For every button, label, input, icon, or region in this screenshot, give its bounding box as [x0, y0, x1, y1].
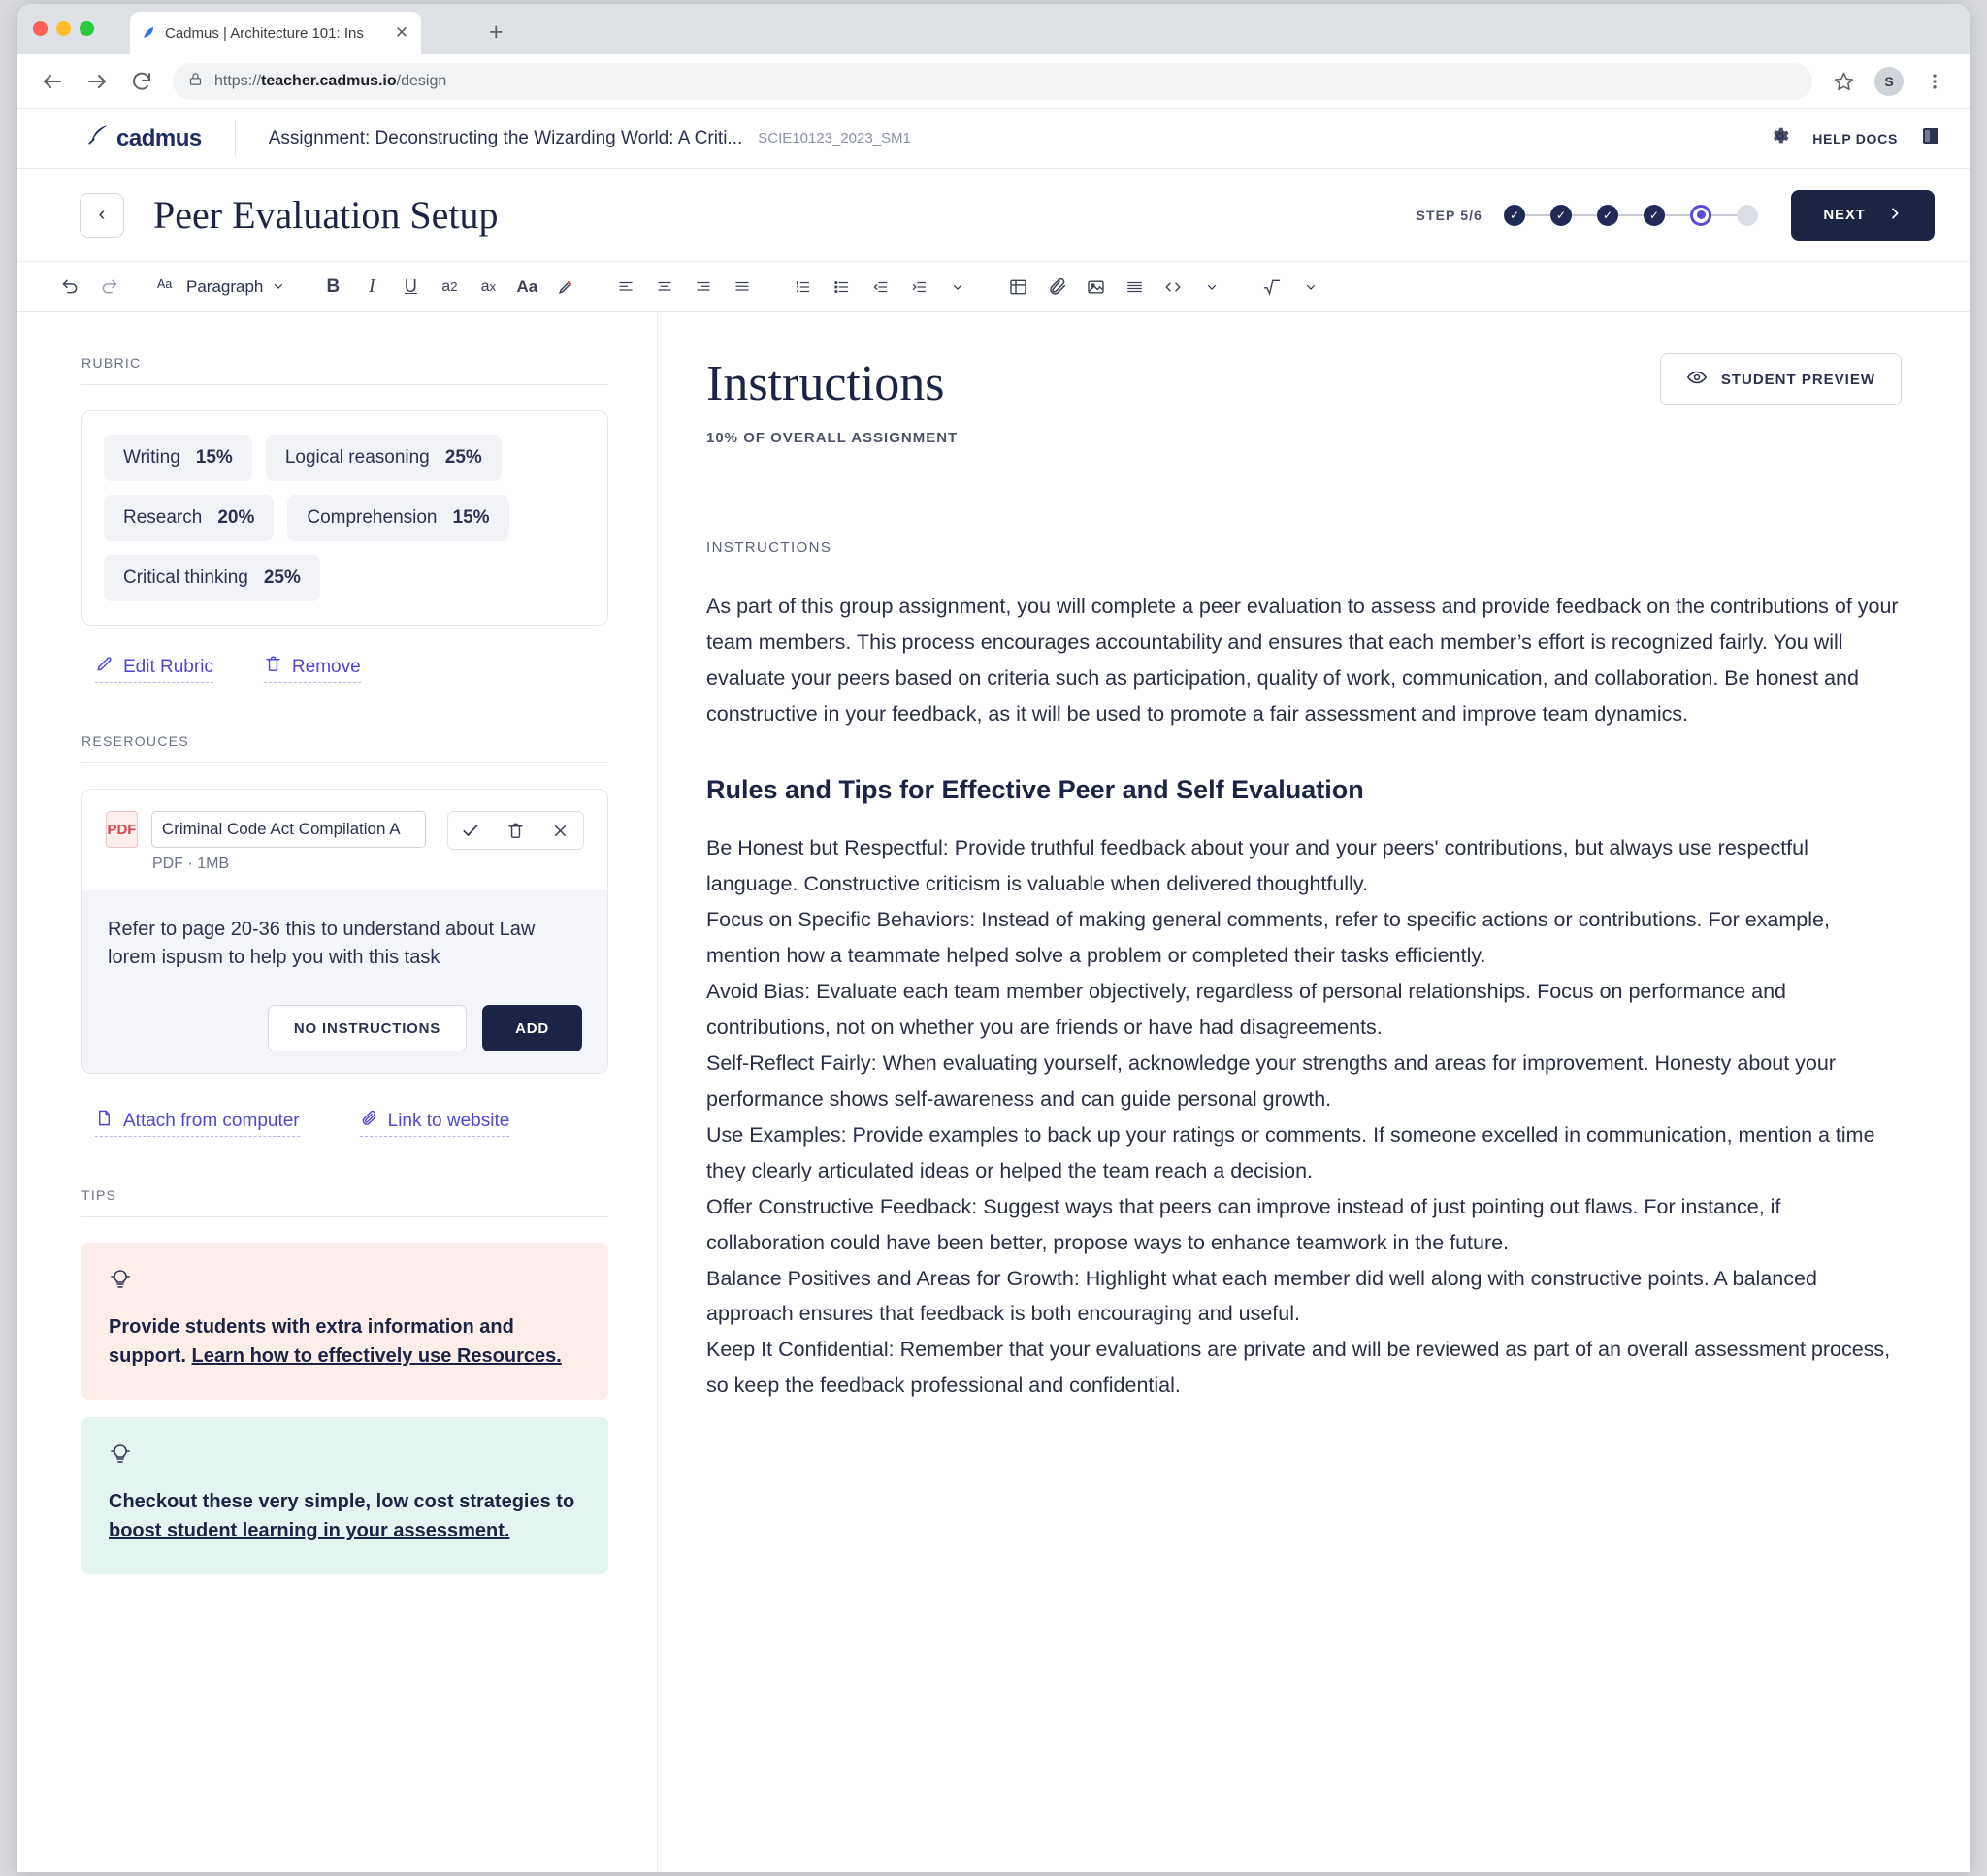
confirm-resource-icon[interactable] [448, 812, 493, 849]
step-dot-2[interactable]: ✓ [1550, 205, 1572, 226]
bold-icon[interactable]: B [326, 275, 341, 297]
close-tab-icon[interactable]: ✕ [394, 23, 409, 42]
no-instructions-button[interactable]: NO INSTRUCTIONS [268, 1005, 467, 1051]
subscript-icon[interactable]: a x [480, 277, 497, 295]
link-to-website-button[interactable] [360, 1109, 510, 1137]
rule-item[interactable]: Avoid Bias: Evaluate each team member objectively, regardless of personal relationships. Focus on performance and contributions, not on whether you are friends or have had disagreements. [706, 979, 1787, 1039]
reload-icon[interactable] [128, 68, 155, 95]
settings-gear-icon[interactable] [1770, 125, 1791, 151]
tip-text: Provide students with extra information and support. Learn how to effectively use Resources. [109, 1316, 562, 1367]
trash-icon [264, 655, 282, 679]
rule-item[interactable]: Self-Reflect Fairly: When evaluating yourself, acknowledge your strengths and areas for improvement. Honesty about your performance shows self-awareness and can guide personal growth. [706, 1051, 1836, 1111]
bookmark-star-icon[interactable] [1830, 68, 1857, 95]
back-button[interactable]: ‹ [80, 193, 124, 238]
browser-menu-icon[interactable] [1921, 68, 1948, 95]
resource-add-actions [95, 1109, 608, 1137]
app-header-actions [1770, 124, 1942, 152]
rubric-chip-name: Comprehension [307, 507, 438, 528]
rule-item[interactable]: Offer Constructive Feedback: Suggest ways that peers can improve instead of just pointing out flaws. For instance, if collaboration could have been better, propose ways to enhance teamwork in the future. [706, 1194, 1781, 1254]
tip-card-strategies [81, 1417, 608, 1574]
code-options-chevron-icon[interactable] [1192, 268, 1231, 307]
pdf-file-icon: PDF [106, 811, 138, 848]
tip-text: Checkout these very simple, low cost strategies to boost student learning in your assessment. [109, 1491, 575, 1541]
rubric-chip-weight: 15% [195, 447, 233, 468]
paragraph-style-select[interactable] [149, 268, 292, 307]
cadmus-app [17, 109, 1970, 1872]
page-title: Peer Evaluation Setup [153, 193, 499, 237]
highlight-pen-icon[interactable] [546, 268, 585, 307]
undo-icon[interactable] [50, 268, 89, 307]
help-docs-link[interactable]: HELP DOCS [1812, 130, 1898, 146]
redo-icon[interactable] [89, 268, 128, 307]
eye-icon [1686, 367, 1708, 392]
rules-heading: Rules and Tips for Effective Peer and Self Evaluation [706, 774, 1364, 804]
align-right-icon[interactable] [684, 268, 723, 307]
math-options-chevron-icon[interactable] [1291, 268, 1330, 307]
resource-meta: PDF · 1MB [152, 856, 230, 872]
profile-avatar[interactable]: S [1874, 67, 1904, 96]
chevron-right-icon [1887, 206, 1903, 225]
tip-card-resources [81, 1243, 608, 1400]
edit-rubric-label: Edit Rubric [123, 656, 213, 677]
chevron-down-icon [273, 277, 284, 297]
sidebar [17, 312, 658, 1872]
rubric-chip-research[interactable] [104, 495, 274, 541]
horizontal-rule-icon[interactable] [1115, 268, 1154, 307]
add-resource-button[interactable]: ADD [482, 1005, 582, 1051]
rubric-chip-comprehension[interactable] [287, 495, 508, 541]
assignment-code: SCIE10123_2023_SM1 [758, 130, 911, 146]
step-progress [1417, 190, 1935, 241]
rubric-chip-writing[interactable] [104, 435, 252, 481]
superscript-icon[interactable]: a 2 [441, 277, 458, 295]
student-preview-label: STUDENT PREVIEW [1720, 371, 1875, 388]
rule-item[interactable]: Be Honest but Respectful: Provide truthful feedback about your and your peers' contributions, but always use respectful language. Constructive criticism is valuable when delivered thoughtfully. [706, 835, 1808, 895]
align-left-icon[interactable] [606, 268, 645, 307]
step-line-4 [1665, 214, 1690, 216]
document-title: Instructions [706, 356, 945, 411]
edit-rubric-button[interactable] [95, 655, 213, 683]
underline-icon[interactable]: U [404, 276, 417, 296]
tip-link[interactable]: Learn how to effectively use Resources. [191, 1345, 562, 1367]
rubric-actions [95, 655, 608, 683]
italic-icon[interactable]: I [369, 275, 375, 297]
url-input[interactable] [173, 63, 1812, 100]
instructions-intro[interactable]: As part of this group assignment, you will complete a peer evaluation to assess and provide feedback on the contributions of your team members. This process encourages accountability and ensures that each member’s effort is recognized fairly. You will evaluate your peers based on criteria such as participation, quality of work, communication, and collaboration. Be honest and constructive in your feedback, as it will be used to promote a fair assessment and improve team dynamics. [706, 595, 1899, 726]
url-text: https://teacher.cadmus.io/design [214, 72, 447, 89]
tip-link[interactable]: boost student learning in your assessment. [109, 1520, 510, 1541]
step-line-3 [1618, 214, 1644, 216]
align-center-icon[interactable] [645, 268, 684, 307]
assignment-title: Assignment: Deconstructing the Wizarding World: A Criti... [268, 127, 743, 148]
next-button[interactable] [1791, 190, 1935, 241]
step-line-2 [1572, 214, 1597, 216]
forward-navigation-icon[interactable] [83, 68, 111, 95]
window-controls[interactable] [33, 21, 94, 36]
close-window-button[interactable] [33, 21, 48, 36]
rubric-chip-critical-thinking[interactable] [104, 555, 320, 601]
link-to-website-label: Link to website [387, 1110, 510, 1131]
rubric-chip-weight: 25% [444, 447, 482, 468]
numbered-list-icon[interactable] [783, 268, 822, 307]
rule-item[interactable]: Use Examples: Provide examples to back up your ratings or comments. If someone excelled in communication, mention a time they clearly articulated ideas or helped the team reach a decision. [706, 1122, 1875, 1182]
page-content [17, 312, 1970, 1872]
tips-section-label: TIPS [81, 1187, 608, 1217]
resource-note-actions [108, 1005, 582, 1051]
align-justify-icon[interactable] [723, 268, 762, 307]
rubric-section-label: RUBRIC [81, 355, 608, 385]
paperclip-icon [360, 1109, 378, 1133]
maximize-window-button[interactable] [80, 21, 94, 36]
browser-tab-bar [17, 4, 1970, 54]
rule-item[interactable]: Keep It Confidential: Remember that your evaluations are private and will be reviewed as part of an overall assessment process, so keep the feedback professional and confidential. [706, 1338, 1891, 1398]
insert-table-icon[interactable] [998, 268, 1037, 307]
attachment-icon[interactable] [1037, 268, 1076, 307]
rubric-chip-weight: 25% [263, 567, 301, 588]
app-header [17, 109, 1970, 169]
code-block-icon[interactable] [1154, 268, 1192, 307]
lightbulb-icon [109, 1442, 581, 1472]
rubric-chip-name: Logical reasoning [284, 447, 430, 468]
rubric-card [81, 410, 608, 626]
step-dot-6[interactable] [1737, 205, 1758, 226]
student-preview-button[interactable] [1660, 353, 1902, 405]
step-dot-1[interactable]: ✓ [1504, 205, 1525, 226]
list-options-chevron-icon[interactable] [938, 268, 977, 307]
pencil-icon [95, 655, 114, 679]
browser-tab[interactable] [130, 12, 421, 54]
cadmus-logo-text: cadmus [116, 124, 202, 151]
rubric-chip-weight: 20% [217, 507, 255, 528]
browser-tab-title: Cadmus | Architecture 101: Ins [165, 24, 364, 42]
step-label: STEP 5/6 [1416, 207, 1482, 223]
attach-from-computer-button[interactable] [95, 1109, 300, 1137]
outdent-icon[interactable] [861, 268, 899, 307]
bulleted-list-icon[interactable] [822, 268, 861, 307]
editor-toolbar [17, 262, 1970, 312]
resource-header [82, 790, 607, 865]
math-equation-icon[interactable] [1253, 268, 1291, 307]
resource-note-area [82, 890, 607, 1073]
attach-from-computer-label: Attach from computer [123, 1110, 300, 1131]
document-subtitle: 10% OF OVERALL ASSIGNMENT [706, 430, 959, 446]
instructions-kicker: INSTRUCTIONS [706, 539, 832, 556]
browser-address-bar [17, 54, 1970, 109]
step-line-1 [1525, 214, 1550, 216]
cadmus-logo[interactable] [85, 122, 202, 154]
lock-icon [188, 72, 203, 91]
remove-rubric-button[interactable] [264, 655, 361, 683]
text-style-icon [157, 276, 177, 297]
page-header [17, 169, 1970, 262]
rubric-chip-name: Critical thinking [123, 567, 248, 588]
lightbulb-icon [109, 1268, 581, 1297]
remove-rubric-label: Remove [291, 656, 361, 677]
resource-action-group [447, 811, 584, 850]
close-resource-icon[interactable] [538, 812, 583, 849]
indent-icon[interactable] [899, 268, 938, 307]
header-divider [235, 121, 236, 156]
resources-section-label: RESEROUCES [81, 733, 608, 763]
paragraph-style-label: Paragraph [186, 276, 264, 296]
rule-item[interactable]: Balance Positives and Areas for Growth: Highlight what each member did well along with constructive points. A balanced approach ensures that feedback is both encouraging and useful. [706, 1266, 1817, 1326]
resource-card [81, 789, 608, 1074]
step-dot-4[interactable]: ✓ [1644, 205, 1665, 226]
resource-name-input[interactable] [151, 811, 426, 848]
cadmus-favicon-icon [140, 24, 157, 42]
rubric-chip-logical-reasoning[interactable] [266, 435, 502, 481]
browser-window [17, 4, 1970, 1872]
instructions-editor [658, 312, 1970, 1872]
book-icon[interactable] [1919, 124, 1942, 152]
cadmus-feather-icon [85, 122, 111, 154]
minimize-window-button[interactable] [56, 21, 71, 36]
font-size-icon[interactable]: Aa [516, 276, 538, 296]
svg-text:Aa: Aa [157, 277, 173, 292]
rubric-chip-name: Research [123, 507, 203, 528]
step-dot-5-current[interactable] [1690, 205, 1711, 226]
document-icon [95, 1109, 114, 1133]
step-line-5 [1711, 214, 1737, 216]
step-dot-3[interactable]: ✓ [1597, 205, 1618, 226]
new-tab-button[interactable]: + [489, 18, 504, 46]
back-navigation-icon[interactable] [39, 68, 66, 95]
next-button-label: NEXT [1823, 207, 1866, 223]
resource-note-text[interactable]: Refer to page 20-36 this to understand about Law lorem ispusm to help you with this task [108, 919, 536, 968]
rule-item[interactable]: Focus on Specific Behaviors: Instead of making general comments, refer to specific actions or contributions. For example, mention how a teammate helped solve a problem or completed their tasks efficiently. [706, 907, 1830, 967]
rubric-chip-name: Writing [123, 447, 180, 468]
rubric-chip-weight: 15% [452, 507, 490, 528]
insert-image-icon[interactable] [1076, 268, 1115, 307]
delete-resource-icon[interactable] [493, 812, 537, 849]
